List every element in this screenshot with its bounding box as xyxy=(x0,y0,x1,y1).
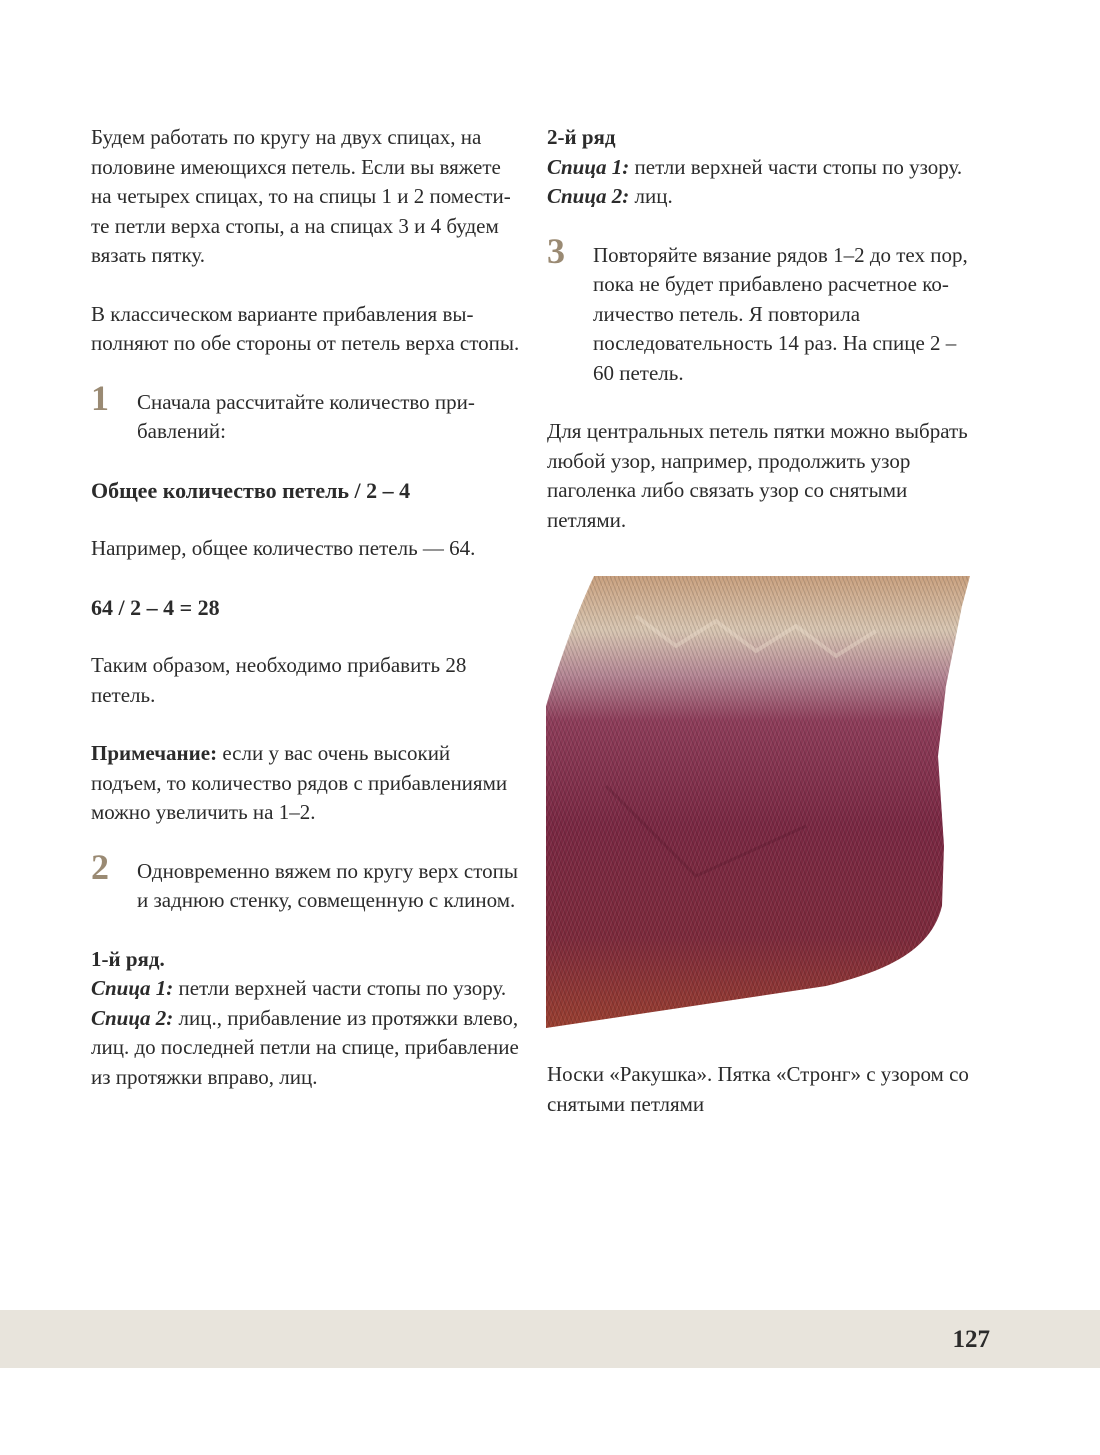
row-1-title: 1-й ряд. xyxy=(91,946,165,971)
calculation: 64 / 2 – 4 = 28 xyxy=(91,594,220,620)
page-number: 127 xyxy=(952,1326,990,1353)
photo-caption: Носки «Ракушка». Пятка «Стронг» с узором со снятыми петлями xyxy=(547,1062,969,1116)
step-1-text: Сначала рассчитайте количество прибавлений: xyxy=(137,389,475,443)
row-1-needle-2-label: Спица 2: xyxy=(91,1005,174,1030)
row-2-needle-2-text: лиц. xyxy=(629,184,673,208)
central-stitches-paragraph: Для центральных петель пятки можно выбрать любой узор, например, продолжить узор паголенка либо связать узор со снятыми петлями. xyxy=(547,419,968,532)
example-text: Например, общее количество петель — 64. xyxy=(91,536,476,560)
step-2-number: 2 xyxy=(91,846,109,887)
left-column xyxy=(91,123,521,1092)
intro-paragraph-1: Будем работать по кругу на двух спицах, на половине имеющихся петель. Если вы вяжете на четырех спицах, то на спицы 1 и 2 поместите петли верха стопы, а на спицах 3 и 4 будем вязать пятку. xyxy=(91,125,511,267)
note-text: если у вас очень высокий подъем, то количество рядов с прибавлениями можно увеличить на 1–2. xyxy=(91,741,508,824)
row-1-needle-2 xyxy=(91,1004,521,1093)
step-1 xyxy=(91,377,521,447)
step-1-number: 1 xyxy=(91,377,109,418)
row-2-needle-2-label: Спица 2: xyxy=(547,184,630,208)
result-text: Таким образом, необходимо прибавить 28 петель. xyxy=(91,653,467,707)
step-2-text: Одновременно вяжем по кругу верх стопы и заднюю стенку, совмещенную с клином. xyxy=(137,858,518,912)
row-2-needle-1-text: петли верхней части стопы по узору. xyxy=(629,154,963,179)
row-2-title: 2-й ряд xyxy=(547,125,616,149)
row-1-needle-1-text: петли верхней части стопы по узору. xyxy=(173,976,507,1000)
row-2-needle-1 xyxy=(547,153,972,183)
step-2 xyxy=(91,846,521,916)
row-1-needle-1 xyxy=(91,974,521,1004)
step-3-text: Повторяйте вязание рядов 1–2 до тех пор, пока не будет прибавлено расчетное количество петель. Я повторила последовательность 14 раз. На спице 2 – 60 петель. xyxy=(593,242,968,385)
row-1-needle-2-text: лиц., прибавление из протяжки влево, лиц. до последней петли на спице, прибавление из протяжки вправо, лиц. xyxy=(91,1005,519,1089)
row-1-needle-1-label: Спица 1: xyxy=(91,976,174,1000)
intro-paragraph-2: В классическом варианте прибавления выполняют по обе стороны от петель верха стопы. xyxy=(91,301,520,355)
note-paragraph xyxy=(91,739,521,828)
note-label: Примечание: xyxy=(91,741,218,765)
row-2-needle-2 xyxy=(547,182,972,212)
sock-heel-photo xyxy=(546,576,970,1028)
footer-band xyxy=(0,1310,1100,1368)
step-3 xyxy=(547,230,972,389)
formula: Общее количество петель / 2 – 4 xyxy=(91,477,411,503)
row-2-needle-1-label: Спица 1: xyxy=(547,154,630,179)
right-column xyxy=(547,123,972,535)
step-3-number: 3 xyxy=(547,230,565,271)
